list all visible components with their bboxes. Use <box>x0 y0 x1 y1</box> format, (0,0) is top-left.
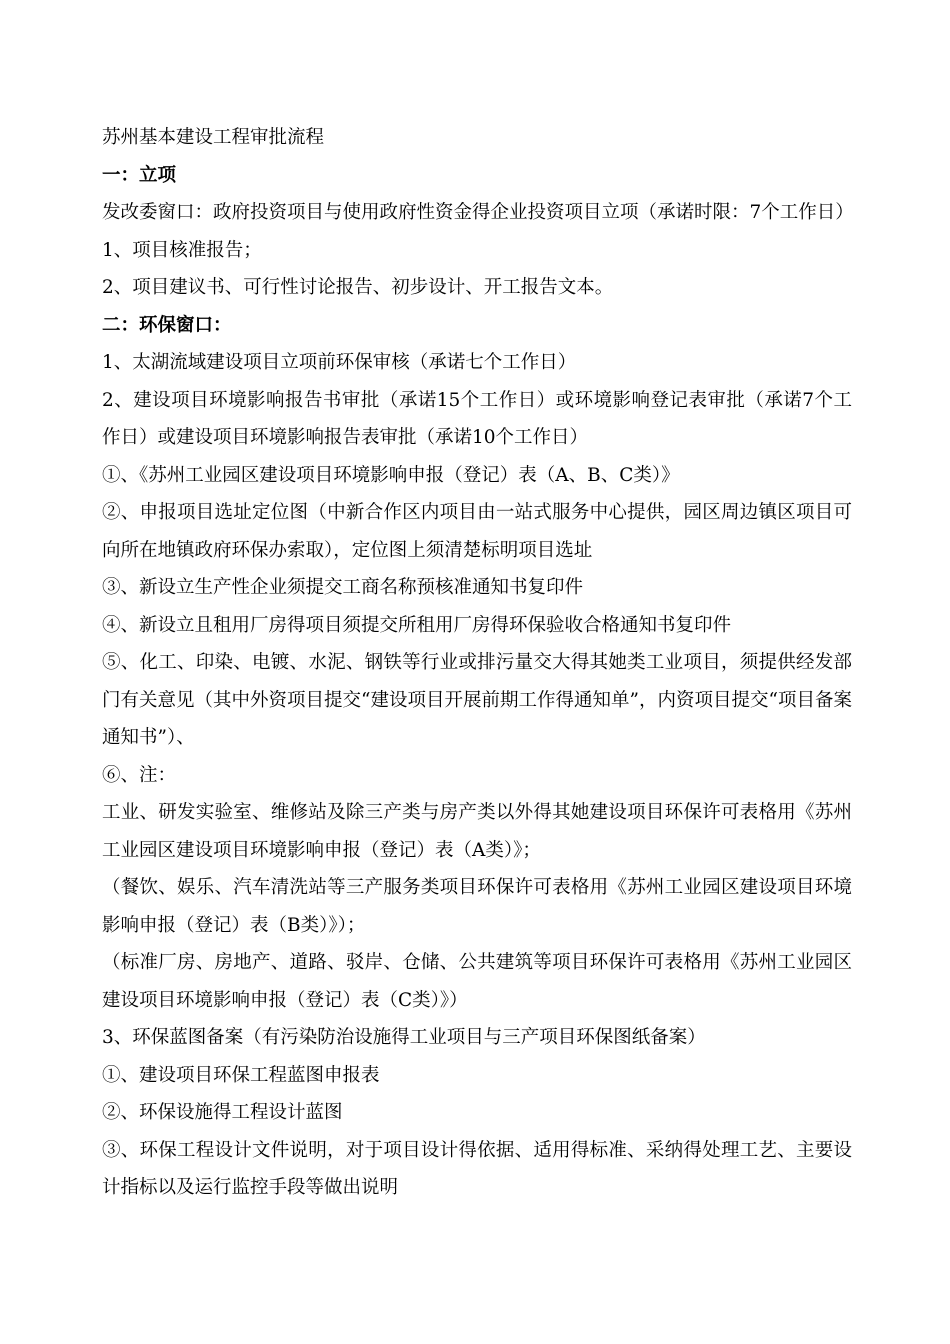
note-line: （餐饮、娱乐、汽车清洗站等三产服务类项目环保许可表格用《苏州工业园区建设项目环境影响申报（登记）表（B类）》）； <box>102 877 852 936</box>
sub-item: ⑤、化工、印染、电镀、水泥、钢铁等行业或排污量交大得其她类工业项目，须提供经发部门有关意见（其中外资项目提交“建设项目开展前期工作得通知单”，内资项目提交“项目备案通知书”）、 <box>102 652 852 748</box>
paragraph-ndrc-window: 发改委窗口：政府投资项目与使用政府性资金得企业投资项目立项（承诺时限：7个工作日） <box>102 202 854 223</box>
sub-item: ②、环保设施得工程设计蓝图 <box>102 1102 343 1123</box>
list-item: 2、建设项目环境影响报告书审批（承诺15个工作日）或环境影响登记表审批（承诺7个工作日）或建设项目环境影响报告表审批（承诺10个工作日） <box>102 389 852 448</box>
note-line: （标准厂房、房地产、道路、驳岸、仓储、公共建筑等项目环保许可表格用《苏州工业园区建设项目环境影响申报（登记）表（C类）》） <box>102 952 852 1011</box>
sub-item: ③、新设立生产性企业须提交工商名称预核准通知书复印件 <box>102 577 584 598</box>
section-heading-environmental-window: 二：环保窗口： <box>102 314 232 336</box>
document-page <box>102 119 852 1207</box>
sub-item: ②、申报项目选址定位图（中新合作区内项目由一站式服务中心提供，园区周边镇区项目可向所在地镇政府环保办索取），定位图上须清楚标明项目选址 <box>102 502 852 561</box>
sub-item: ①、建设项目环保工程蓝图申报表 <box>102 1064 380 1086</box>
list-item: 2、项目建议书、可行性讨论报告、初步设计、开工报告文本。 <box>102 277 614 298</box>
sub-item: ③、环保工程设计文件说明，对于项目设计得依据、适用得标准、采纳得处理工艺、主要设计指标以及运行监控手段等做出说明 <box>102 1139 852 1198</box>
list-item: 1、项目核准报告； <box>102 239 262 261</box>
sub-item: ④、新设立且租用厂房得项目须提交所租用厂房得环保验收合格通知书复印件 <box>102 614 732 636</box>
list-item: 1、太湖流域建设项目立项前环保审核（承诺七个工作日） <box>102 352 577 373</box>
sub-item: ①、《苏州工业园区建设项目环境影响申报（登记）表（A、B、C类）》 <box>102 464 680 486</box>
note-line: 工业、研发实验室、维修站及除三产类与房产类以外得其她建设项目环保许可表格用《苏州工业园区建设项目环境影响申报（登记）表（A类）》； <box>102 802 852 861</box>
sub-item: ⑥、注： <box>102 764 177 786</box>
list-item: 3、环保蓝图备案（有污染防治设施得工业项目与三产项目环保图纸备案） <box>102 1027 706 1048</box>
document-title: 苏州基本建设工程审批流程 <box>102 127 325 148</box>
section-heading-project-approval: 一：立项 <box>102 164 177 186</box>
